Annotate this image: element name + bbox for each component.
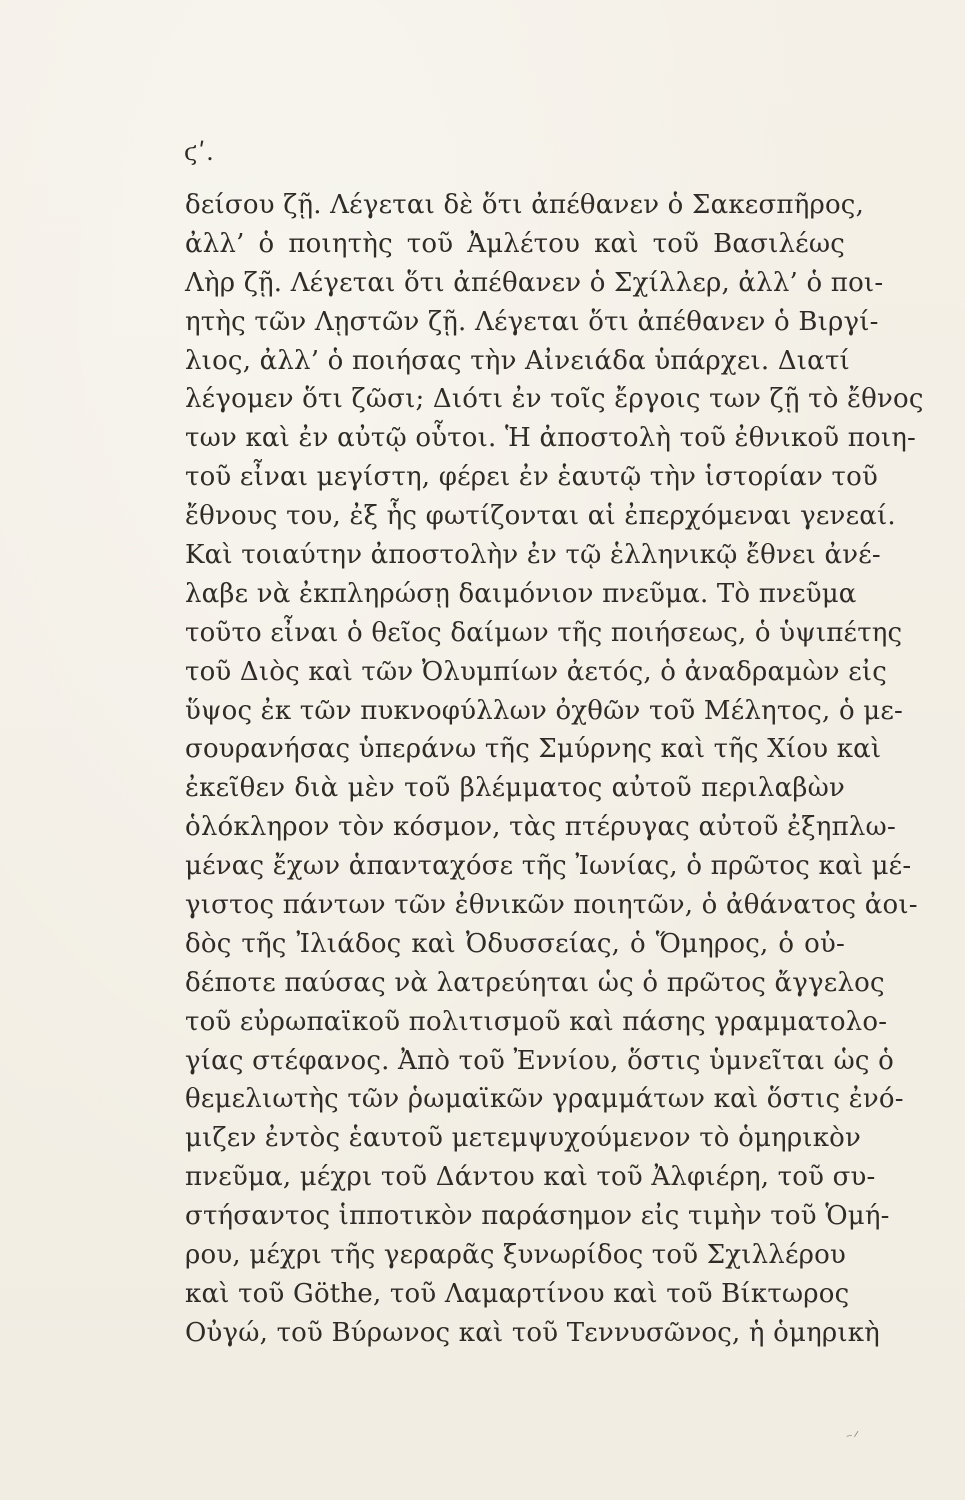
text-line: τοῦ Διὸς καὶ τῶν Ὀλυμπίων ἀετός, ὁ ἀναδραμὼν εἰς	[185, 656, 888, 687]
text-line: μιζεν ἐντὸς ἑαυτοῦ μετεμψυχούμενον τὸ ὁμηρικὸν	[185, 1123, 862, 1154]
body-text	[185, 186, 924, 1353]
text-line: τοῦτο εἶναι ὁ θεῖος δαίμων τῆς ποιήσεως, ὁ ὑψιπέτης	[185, 617, 903, 648]
text-line: μένας ἔχων ἁπανταχόσε τῆς Ἰωνίας, ὁ πρῶτος καὶ μέ-	[185, 851, 912, 882]
text-line: θεμελιωτὴς τῶν ῥωμαϊκῶν γραμμάτων καὶ ὅστις ἐνό-	[185, 1084, 904, 1115]
text-line: των καὶ ἐν αὐτῷ οὗτοι. Ἡ ἀποστολὴ τοῦ ἐθνικοῦ ποιη-	[185, 423, 917, 454]
ink-speck: ⁻⸍	[844, 1428, 863, 1448]
text-line: τοῦ εἶναι μεγίστη, φέρει ἐν ἑαυτῷ τὴν ἱστορίαν τοῦ	[185, 462, 878, 493]
text-line: ητὴς τῶν Λῃστῶν ζῇ. Λέγεται ὅτι ἀπέθανεν ὁ Βιργί-	[185, 306, 879, 337]
text-line: ἀλλ’ ὁ ποιητὴς τοῦ Ἀμλέτου καὶ τοῦ Βασιλέως	[185, 228, 845, 259]
text-line: δὸς τῆς Ἰλιάδος καὶ Ὀδυσσείας, ὁ Ὅμηρος, ὁ οὐ-	[185, 928, 845, 959]
text-line: λιος, ἀλλ’ ὁ ποιήσας τὴν Αἰνειάδα ὑπάρχει. Διατί	[185, 345, 850, 376]
text-line: σουρανήσας ὑπεράνω τῆς Σμύρνης καὶ τῆς Χίου καὶ	[185, 734, 882, 765]
text-line: Λὴρ ζῇ. Λέγεται ὅτι ἀπέθανεν ὁ Σχίλλερ, ἀλλ’ ὁ ποι-	[185, 267, 884, 298]
text-line: ρου, μέχρι τῆς γεραρᾶς ξυνωρίδος τοῦ Σχιλλέρου	[185, 1240, 847, 1271]
text-line: στήσαντος ἱπποτικὸν παράσημον εἰς τιμὴν τοῦ Ὁμή-	[185, 1201, 890, 1232]
text-line: ἔθνους του, ἐξ ἧς φωτίζονται αἱ ἐπερχόμεναι γενεαί.	[185, 501, 896, 532]
text-line: πνεῦμα, μέχρι τοῦ Δάντου καὶ τοῦ Ἀλφιέρη, τοῦ συ-	[185, 1162, 876, 1193]
text-line: γίας στέφανος. Ἀπὸ τοῦ Ἐννίου, ὅστις ὑμνεῖται ὡς ὁ	[185, 1045, 894, 1076]
text-line: Καὶ τοιαύτην ἀποστολὴν ἐν τῷ ἑλληνικῷ ἔθνει ἀνέ-	[185, 540, 881, 571]
page-number: ϛʹ.	[184, 138, 215, 166]
text-line: Οὐγώ, τοῦ Βύρωνος καὶ τοῦ Τεννυσῶνος, ἡ ὁμηρικὴ	[185, 1317, 880, 1348]
text-line: ὁλόκληρον τὸν κόσμον, τὰς πτέρυγας αὐτοῦ ἐξηπλω-	[185, 812, 896, 843]
text-line: λέγομεν ὅτι ζῶσι; Διότι ἐν τοῖς ἔργοις των ζῇ τὸ ἔθνος	[185, 384, 924, 415]
text-line: καὶ τοῦ Göthe, τοῦ Λαμαρτίνου καὶ τοῦ Βίκτωρος	[185, 1278, 850, 1309]
text-line: δέποτε παύσας νὰ λατρεύηται ὡς ὁ πρῶτος ἄγγελος	[185, 967, 885, 998]
text-line: λαβε νὰ ἐκπληρώσῃ δαιμόνιον πνεῦμα. Τὸ πνεῦμα	[185, 578, 857, 609]
text-line: δείσου ζῇ. Λέγεται δὲ ὅτι ἀπέθανεν ὁ Σακεσπῆρος,	[185, 190, 865, 220]
text-line: ὕψος ἐκ τῶν πυκνοφύλλων ὀχθῶν τοῦ Μέλητος, ὁ με-	[185, 695, 904, 726]
text-line: τοῦ εὐρωπαϊκοῦ πολιτισμοῦ καὶ πάσης γραμματολο-	[185, 1006, 888, 1037]
text-line: ἐκεῖθεν διὰ μὲν τοῦ βλέμματος αὐτοῦ περιλαβὼν	[185, 773, 845, 804]
text-line: γιστος πάντων τῶν ἐθνικῶν ποιητῶν, ὁ ἀθάνατος ἀοι-	[185, 890, 918, 921]
